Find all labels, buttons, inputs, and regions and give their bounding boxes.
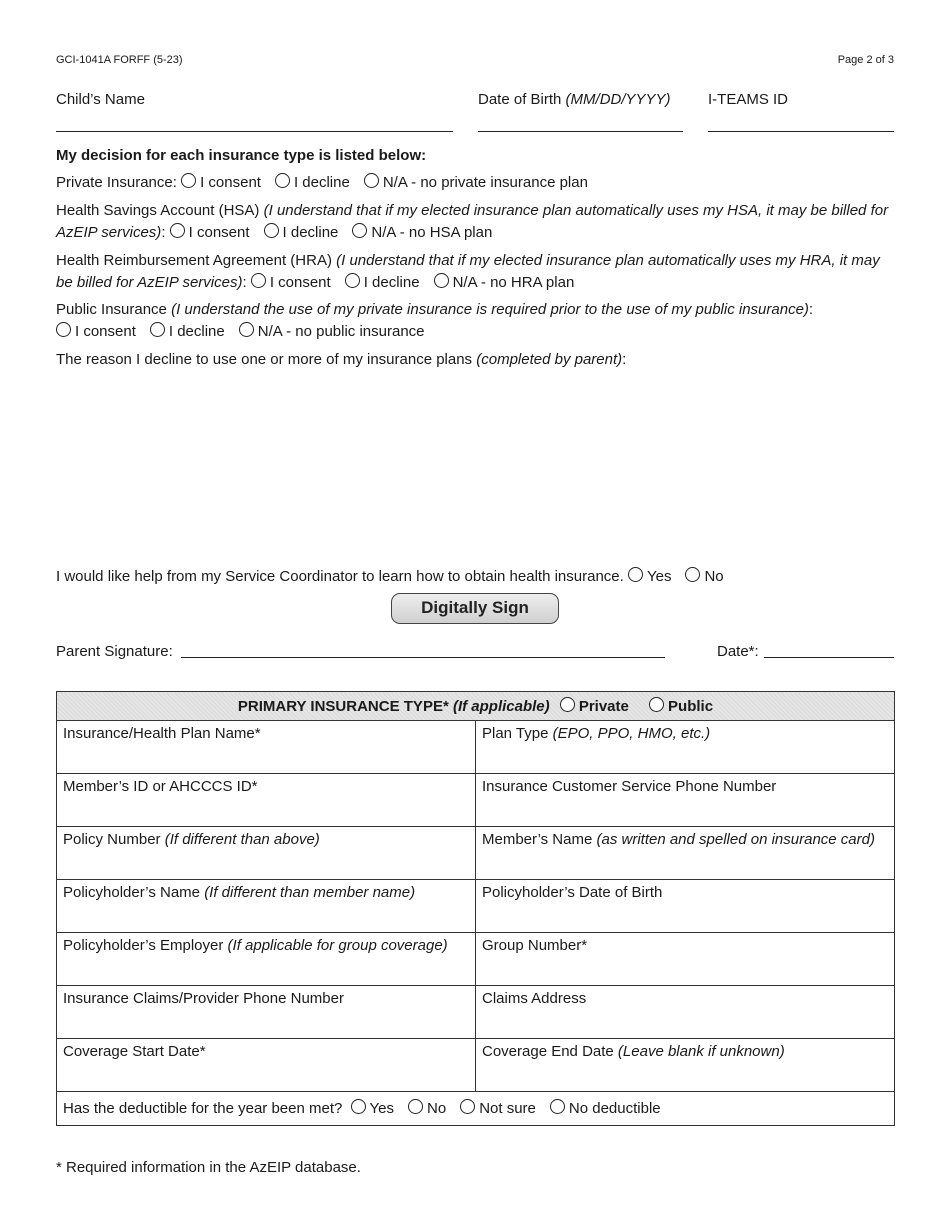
dob-label: Date of Birth (MM/DD/YYYY) <box>478 91 671 108</box>
customer-service-phone-cell[interactable]: Insurance Customer Service Phone Number <box>476 774 895 827</box>
signature-date-field[interactable] <box>764 657 894 658</box>
members-name-cell[interactable]: Member’s Name (as written and spelled on insurance card) <box>476 827 895 880</box>
page-number: Page 2 of 3 <box>837 54 894 66</box>
decision-heading: My decision for each insurance type is listed below: <box>56 147 427 164</box>
policy-number-cell[interactable]: Policy Number (If different than above) <box>57 827 476 880</box>
radio-icon[interactable] <box>649 697 664 712</box>
private-insurance-row <box>56 172 894 194</box>
public-insurance-row: Public Insurance (I understand the use of my private insurance is required prior to the use of my public insurance): I consent I decline N/A - no public insurance <box>56 299 894 343</box>
hra-decline-option[interactable]: I decline <box>345 272 420 294</box>
radio-icon[interactable] <box>239 322 254 337</box>
private-na-option[interactable]: N/A - no private insurance plan <box>364 172 588 194</box>
help-row <box>56 566 894 588</box>
hra-note: (I understand that if my elected insurance plan automatically uses my HRA, it may be billed for AzEIP services) <box>56 252 880 291</box>
radio-icon[interactable] <box>364 173 379 188</box>
radio-icon[interactable] <box>408 1099 423 1114</box>
hra-row: Health Reimbursement Agreement (HRA) (I understand that if my elected insurance plan automatically uses my HRA, it may be billed for AzEIP services): I consent I decline N/A - no HRA plan <box>56 250 894 294</box>
plan-name-cell[interactable]: Insurance/Health Plan Name* <box>57 721 476 774</box>
public-insurance-note: (I understand the use of my private insurance is required prior to the use of my public insurance) <box>171 301 809 318</box>
radio-icon[interactable] <box>351 1099 366 1114</box>
radio-icon[interactable] <box>550 1099 565 1114</box>
radio-icon[interactable] <box>181 173 196 188</box>
private-consent-option[interactable]: I consent <box>181 172 261 194</box>
table-row <box>57 827 895 880</box>
decline-reason-label: The reason I decline to use one or more of my insurance plans (completed by parent): <box>56 351 627 368</box>
public-na-option[interactable]: N/A - no public insurance <box>239 321 425 343</box>
hsa-note: (I understand that if my elected insurance plan automatically uses my HSA, it may be billed for AzEIP services) <box>56 202 889 241</box>
hsa-na-option[interactable]: N/A - no HSA plan <box>352 222 492 244</box>
childs-name-label: Child’s Name <box>56 91 145 108</box>
coverage-start-cell[interactable]: Coverage Start Date* <box>57 1039 476 1092</box>
radio-icon[interactable] <box>352 223 367 238</box>
table-row <box>57 1039 895 1092</box>
deductible-row <box>57 1092 895 1126</box>
dob-field[interactable] <box>478 131 683 132</box>
parent-signature-label: Parent Signature: <box>56 643 173 660</box>
group-number-cell[interactable]: Group Number* <box>476 933 895 986</box>
radio-icon[interactable] <box>434 273 449 288</box>
radio-icon[interactable] <box>460 1099 475 1114</box>
private-decline-option[interactable]: I decline <box>275 172 350 194</box>
iteams-id-label: I-TEAMS ID <box>708 91 789 108</box>
hsa-row: Health Savings Account (HSA) (I understand that if my elected insurance plan automatically uses my HSA, it may be billed for AzEIP services): I consent I decline N/A - no HSA plan <box>56 200 894 244</box>
radio-icon[interactable] <box>170 223 185 238</box>
radio-icon[interactable] <box>150 322 165 337</box>
table-row <box>57 774 895 827</box>
deductible-not-sure-option[interactable]: Not sure <box>460 1099 536 1117</box>
parent-signature-field[interactable] <box>181 657 665 658</box>
hra-label: Health Reimbursement Agreement (HRA) <box>56 252 332 269</box>
policyholder-dob-cell[interactable]: Policyholder’s Date of Birth <box>476 880 895 933</box>
table-row <box>57 880 895 933</box>
primary-public-option[interactable]: Public <box>643 698 713 715</box>
table-row <box>57 933 895 986</box>
claims-address-cell[interactable]: Claims Address <box>476 986 895 1039</box>
policyholder-name-cell[interactable]: Policyholder’s Name (If different than member name) <box>57 880 476 933</box>
member-id-cell[interactable]: Member’s ID or AHCCCS ID* <box>57 774 476 827</box>
radio-icon[interactable] <box>628 567 643 582</box>
help-yes-option[interactable]: Yes <box>628 566 671 588</box>
hsa-decline-option[interactable]: I decline <box>264 222 339 244</box>
decline-reason-field[interactable] <box>56 375 894 555</box>
hra-na-option[interactable]: N/A - no HRA plan <box>434 272 575 294</box>
radio-icon[interactable] <box>345 273 360 288</box>
deductible-yes-option[interactable]: Yes <box>351 1099 394 1117</box>
help-no-option[interactable]: No <box>685 566 723 588</box>
table-row <box>57 721 895 774</box>
public-insurance-label: Public Insurance <box>56 301 167 318</box>
radio-icon[interactable] <box>560 697 575 712</box>
plan-type-cell[interactable]: Plan Type (EPO, PPO, HMO, etc.) <box>476 721 895 774</box>
no-deductible-option[interactable]: No deductible <box>550 1099 661 1117</box>
hra-consent-option[interactable]: I consent <box>251 272 331 294</box>
public-consent-option[interactable]: I consent <box>56 321 136 343</box>
help-question: I would like help from my Service Coordinator to learn how to obtain health insurance. <box>56 568 624 585</box>
childs-name-field[interactable] <box>56 131 453 132</box>
radio-icon[interactable] <box>251 273 266 288</box>
insurance-table <box>56 691 895 1126</box>
private-insurance-label: Private Insurance: <box>56 174 177 191</box>
radio-icon[interactable] <box>264 223 279 238</box>
primary-private-option[interactable]: Private <box>554 698 629 715</box>
radio-icon[interactable] <box>685 567 700 582</box>
hsa-consent-option[interactable]: I consent <box>170 222 250 244</box>
claims-phone-cell[interactable]: Insurance Claims/Provider Phone Number <box>57 986 476 1039</box>
table-row <box>57 986 895 1039</box>
required-footnote: * Required information in the AzEIP database. <box>56 1159 361 1176</box>
form-id: GCI-1041A FORFF (5-23) <box>56 54 183 66</box>
radio-icon[interactable] <box>56 322 71 337</box>
policyholder-employer-cell[interactable]: Policyholder’s Employer (If applicable for group coverage) <box>57 933 476 986</box>
digitally-sign-button[interactable]: Digitally Sign <box>391 593 559 624</box>
radio-icon[interactable] <box>275 173 290 188</box>
primary-insurance-header: PRIMARY INSURANCE TYPE* (If applicable) Private Public <box>57 692 895 721</box>
iteams-id-field[interactable] <box>708 131 894 132</box>
public-decline-option[interactable]: I decline <box>150 321 225 343</box>
deductible-question: Has the deductible for the year been met? <box>63 1100 343 1117</box>
hsa-label: Health Savings Account (HSA) <box>56 202 260 219</box>
signature-date-label: Date*: <box>717 643 759 660</box>
coverage-end-cell[interactable]: Coverage End Date (Leave blank if unknown) <box>476 1039 895 1092</box>
deductible-no-option[interactable]: No <box>408 1099 446 1117</box>
